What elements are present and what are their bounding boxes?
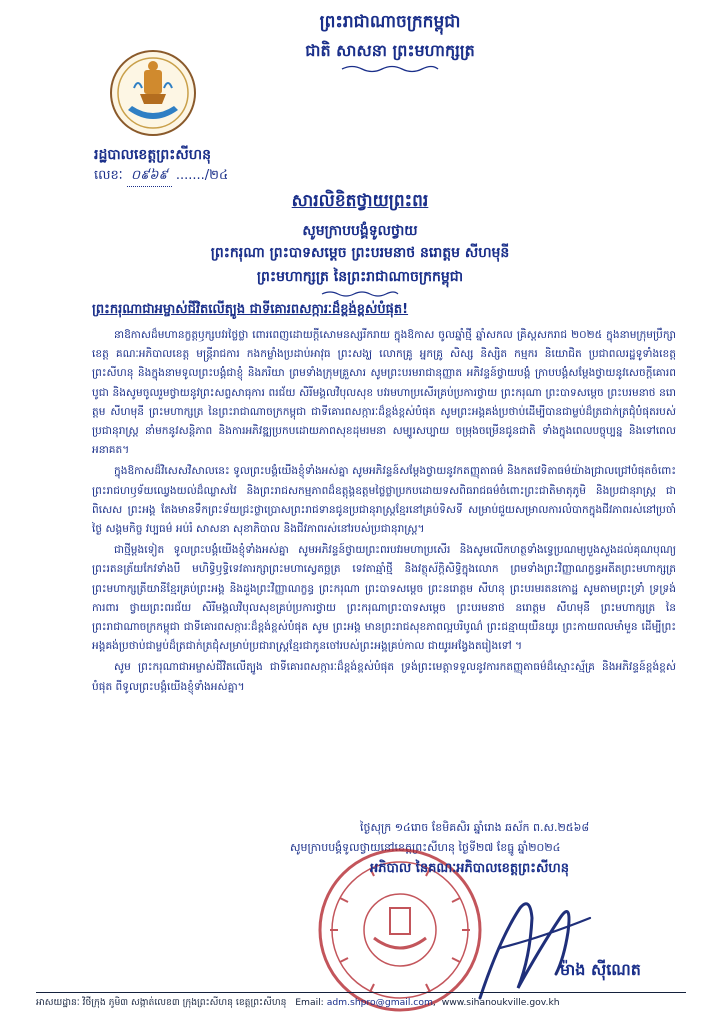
- national-motto: ជាតិ សាសនា ព្រះមហាក្សត្រ: [305, 41, 475, 60]
- place-and-date: សូមក្រាបបង្គំទូលថ្វាយនៅខេត្តព្រះសីហនុ ថ្ងៃទី២៧ ខែធ្នូ ឆ្នាំ២០២៤: [290, 841, 561, 854]
- footer-divider: [36, 992, 686, 993]
- signer-title: អភិបាល នៃគណៈអភិបាលខេត្តព្រះសីហនុ: [370, 861, 569, 876]
- body-paragraph: នាឱកាសដ៏មហានក្ខត្តឫក្សបវរថ្លៃថ្លា ពោរពេញដោយក្ដីសោមនស្សរីករាយ ក្នុងឱកាស ចូលឆ្នាំថ្មី ឆ្នាំសកល គ្រិស្តសករាជ ២០២៥ ក្នុងនាមក្រុមប្រឹក្សាខេត្ត គណៈអភិបាលខេត្ត មន្ត្រីរាជការ កងកម្លាំងប្រដាប់អាវុធ ព្រះសង្ឃ លោកគ្រូ អ្នកគ្រូ សិស្ស និស្សិត កម្មករ និយោជិត ប្រជាពលរដ្ឋទូទាំងខេត្តព្រះសីហនុ និងក្នុងនាមទូលព្រះបង្គំជាខ្ញុំ និងភរិយា ព្រមទាំងក្រុមគ្រួសារ សូមព្រះបរមរាជានុញ្ញាត អភិវន្ទន៍ថ្វាយបង្គំ ក្រាបបង្គំសម្ដែងថ្វាយនូវសេចក្ដីគោរពបូជា និងសូមចូលរួមថ្វាយនូវព្រះសព្ទសាធុការ ពរជ័យ សិរីមង្គលវិបុលសុខ បវរមហាប្រសើរគ្រប់ប្រការថ្វាយ ព្រះករុណា ព្រះបាទសម្ដេច ព្រះបរមនាថ នរោត្ដម សីហមុនី ព្រះមហាក្សត្រ នៃព្រះរាជាណាចក្រកម្ពុជា ជាទីគោរពសក្ការៈដ៏ខ្ពង់ខ្ពស់បំផុត សូមព្រះអង្គគង់ប្រថាប់ដើម្បីបានជាម្លប់ដ៏ត្រជាក់ត្រជុំបំផុតរបស់ប្រជានុរាស្ត្រ នាំមកនូវសន្តិភាព និងការអភិវឌ្ឍប្រកបដោយភាពសុខដុមរមនា សម្បូរសប្បាយ ចម្រុងចម្រើនជូនជាតិ ទាំងក្នុងពេលបច្ចុប្បន្ន និងទៅពេលអនាគត។: [92, 329, 676, 457]
- kingdom-heading: ព្រះរាជាណាចក្រកម្ពុជា: [319, 12, 461, 32]
- letter-body: [92, 326, 676, 699]
- provincial-seal-logo: [108, 48, 198, 138]
- body-paragraph: ក្នុងឱកាសដ៏វិសេសវិសាលនេះ ទូលព្រះបង្គំយើងខ្ញុំទាំងអស់គ្នា សូមអភិវន្ទន៍សម្ដែងថ្វាយនូវកតញ្ញុតាធម៌ និងកតវេទិតាធម៌យ៉ាងជ្រាលជ្រៅបំផុតចំពោះព្រះរាជហឫទ័យឈ្វេងយល់ដ៏ឈ្លាសវៃ និងព្រះរាជសកម្មភាពដ៏ឧត្ដុង្គឧត្ដមថ្លៃថ្លាប្រកបដោយទសពិធរាជធម៌ចំពោះព្រះជាតិមាតុភូមិ និងប្រជានុរាស្ត្រ ជាពិសេស ព្រះអង្គ តែងមានទឹកព្រះទ័យជ្រះថ្លាប្រោសព្រះរាជទានជូនប្រជានុរាស្ត្រខ្មែរនៅគ្រប់ទិសទី សម្រាប់ជួយសម្រាលការលំបាកក្នុងជីវភាពរស់នៅប្រចាំថ្ងៃ សង្គមកិច្ច វប្បធម៌ អប់រំ សាសនា សុខាភិបាល និងជីវភាពរស់នៅរបស់ប្រជានុរាស្ត្រ។: [92, 465, 676, 536]
- letter-headline: ព្រះករុណាជាអម្ចាស់ជីវិតលើត្បូង ជាទីគោរពសក្ការៈដ៏ខ្ពង់ខ្ពស់បំផុត!: [92, 302, 409, 317]
- lunar-date: ថ្ងៃសុក្រ ១៤រោច ខែមិគសិរ ឆ្នាំរោង ឆស័ក ព.ស.២៥៦៨: [360, 821, 590, 834]
- sender-province: រដ្ឋបាលខេត្តព្រះសីហនុ: [94, 147, 211, 163]
- reference-suffix: ......./២៤: [175, 168, 229, 183]
- footer-contact: អាសយដ្ឋានៈ វិថីក្រុង ភូមិ៣ សង្កាត់លេខ៣ ក្រុងព្រះសីហនុ ខេត្តព្រះសីហនុ Email: adm.shpro@gmail.com, www.sihanoukville.gov.kh: [36, 997, 560, 1008]
- reference-number: [94, 166, 354, 187]
- body-paragraph: ជាថ្មីម្ដងទៀត ទូលព្រះបង្គំយើងខ្ញុំទាំងអស់គ្នា សូមអភិវន្ទន៍ថ្វាយព្រះពរបវរមហាប្រសើរ និងសូមលើកហត្ថទាំងទ្វេប្រណម្យបួងសួងដល់គុណបុណ្យព្រះរតនត្រ័យកែវទាំងបី មហិទ្ធិឫទ្ធិទេវតារក្សាព្រះមហាស្វេតច្ឆត្រ ទេវតាឆ្មាំថ្មី និងវត្ថុស័ក្ដិសិទ្ធិក្នុងលោក ព្រមទាំងព្រះវិញ្ញាណក្ខន្ធអតីតព្រះមហាក្សត្រ ព្រះមហាក្សត្រីយានីខ្មែរគ្រប់ព្រះអង្គ និងដួងព្រះវិញ្ញាណក្ខន្ធ ព្រះករុណា ព្រះបាទសម្ដេច ព្រះនរោត្ដម សីហនុ ព្រះបរមរតនកោដ្ឋ សូមតាមព្រះទ្រាំ ទ្រទ្រង់ការពារ ថ្វាយព្រះពរជ័យ សិរីមង្គលវិបុលសុខគ្រប់ប្រការថ្វាយ ព្រះករុណាព្រះបាទសម្ដេច ព្រះបរមនាថ នរោត្ដម សីហមុនី ព្រះមហាក្សត្រ នៃព្រះរាជាណាចក្រកម្ពុជា ជាទីគោរពសក្ការៈដ៏ខ្ពង់ខ្ពស់បំផុត សូម ព្រះអង្គ មានព្រះរាជសុខភាពល្អបរិបូណ៌ ព្រះជន្មាយុយឺនយូរ ព្រះកាយពលមាំមួន ដើម្បីព្រះអង្គគង់ប្រថាប់ជាម្លប់ដ៏ត្រជាក់ត្រជុំសម្រាប់ប្រជារាស្ត្រខ្មែរជាកូនចៅរបស់ព្រះអង្គគ្រប់កាល ជាយូរអង្វែងតរៀងទៅ ។: [92, 544, 676, 653]
- footer-address: អាសយដ្ឋានៈ វិថីក្រុង ភូមិ៣ សង្កាត់លេខ៣ ក្រុងព្រះសីហនុ ខេត្តព្រះសីហនុ: [36, 997, 287, 1008]
- body-paragraph: សូម ព្រះករុណាជាអម្ចាស់ជីវិតលើត្បូង ជាទីគោរពសក្ការៈដ៏ខ្ពង់ខ្ពស់បំផុត ទ្រង់ព្រះមេត្តាទទួលនូវការកតញ្ញុតាធម៌ដ៏ស្មោះស្ម័គ្រ និងអភិវន្ទន៍ខ្ពង់ខ្ពស់បំផុត ពីទូលព្រះបង្គំយើងខ្ញុំទាំងអស់គ្នា។: [92, 661, 676, 693]
- header-ornament: [340, 64, 440, 74]
- handwritten-signature: [460, 878, 610, 1008]
- salutation-to: សូមក្រាបបង្គំទូលថ្វាយ: [302, 223, 418, 239]
- addressee-line-2: ព្រះមហាក្សត្រ នៃព្រះរាជាណាចក្រកម្ពុជា: [256, 269, 464, 285]
- letter-title: សារលិខិតថ្វាយព្រះពរ: [291, 191, 429, 211]
- footer-email-label: Email:: [295, 997, 324, 1008]
- reference-value: ០៩៦៩: [127, 166, 172, 187]
- footer-email-link[interactable]: adm.shpro@gmail.com: [326, 997, 433, 1008]
- addressee-line-1: ព្រះករុណា ព្រះបាទសម្ដេច ព្រះបរមនាថ នរោត្ដម សីហមុនី: [210, 245, 510, 261]
- signer-name: ម៉ាង ស៊ីណេត: [560, 960, 641, 979]
- title-ornament: [320, 290, 400, 298]
- reference-label: លេខៈ: [94, 168, 123, 183]
- footer-website-link[interactable]: www.sihanoukville.gov.kh: [441, 997, 560, 1008]
